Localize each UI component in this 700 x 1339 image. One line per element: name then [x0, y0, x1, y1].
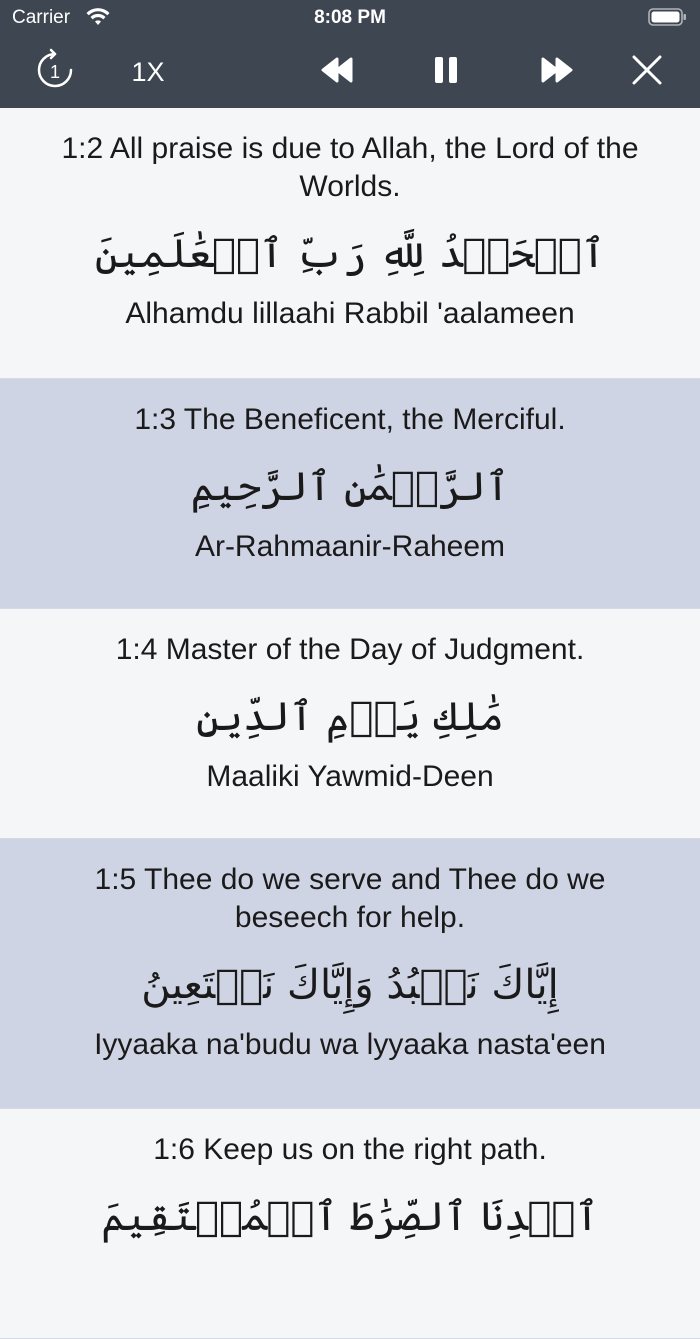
verse-row[interactable]: [0, 1109, 700, 1339]
carrier-label: Carrier: [12, 7, 71, 28]
fast-forward-button[interactable]: [532, 50, 582, 94]
speed-button[interactable]: 1X: [131, 56, 165, 87]
verse-transliteration: Maaliki Yawmid-Deen: [206, 760, 494, 793]
verse-translation: 1:6 Keep us on the right path.: [153, 1133, 547, 1166]
verse-translation: 1:4 Master of the Day of Judgment.: [115, 633, 585, 666]
verse-translation: 1:5 Thee do we serve and Thee do we beseech for help.: [94, 863, 606, 934]
verse-row[interactable]: [0, 108, 700, 379]
verse-transliteration: Ar-Rahmaanir-Raheem: [194, 530, 506, 563]
verse-transliteration: Iyyaaka na'budu wa lyyaaka nasta'een: [94, 1028, 606, 1061]
verse-transliteration: Alhamdu lillaahi Rabbil 'aalameen: [125, 297, 575, 330]
verse-translation: 1:2 All praise is due to Allah, the Lord of the Worlds.: [61, 132, 639, 203]
repeat-icon: [33, 48, 77, 97]
verse-row[interactable]: [0, 609, 700, 839]
top-bar: [0, 0, 700, 108]
verse-arabic: مَٰلِكِ يَوۡمِ ٱلدِّينِ: [196, 694, 504, 740]
fast-forward-icon: [539, 55, 575, 90]
status-time: 8:08 PM: [314, 7, 386, 28]
status-bar: [0, 0, 700, 34]
close-icon: [631, 54, 663, 91]
rewind-button[interactable]: [312, 50, 362, 94]
playback-toolbar: [0, 40, 700, 104]
rewind-icon: [319, 55, 355, 90]
repeat-button[interactable]: [30, 50, 80, 94]
pause-button[interactable]: [424, 50, 468, 94]
battery-icon: [648, 7, 688, 32]
verse-translation: 1:3 The Beneficent, the Merciful.: [134, 403, 566, 436]
close-button[interactable]: [624, 50, 670, 94]
verse-row[interactable]: [0, 839, 700, 1109]
verse-transliteration: [0, 1255, 700, 1277]
verse-arabic: ٱلرَّحۡمَٰنِ ٱلرَّحِيمِ: [190, 464, 510, 510]
verse-arabic: ٱهۡدِنَا ٱلصِّرَٰطَ ٱلۡمُسۡتَقِيمَ: [101, 1194, 599, 1240]
verse-list: [0, 108, 700, 1339]
repeat-count: 1: [49, 61, 61, 82]
pause-icon: [432, 55, 460, 90]
verse-row[interactable]: [0, 379, 700, 609]
verse-arabic: ٱلۡحَمۡدُ لِلَّهِ رَبِّ ٱلۡعَٰلَمِينَ: [94, 231, 606, 277]
verse-arabic: إِيَّاكَ نَعۡبُدُ وَإِيَّاكَ نَسۡتَعِينُ: [141, 962, 559, 1008]
